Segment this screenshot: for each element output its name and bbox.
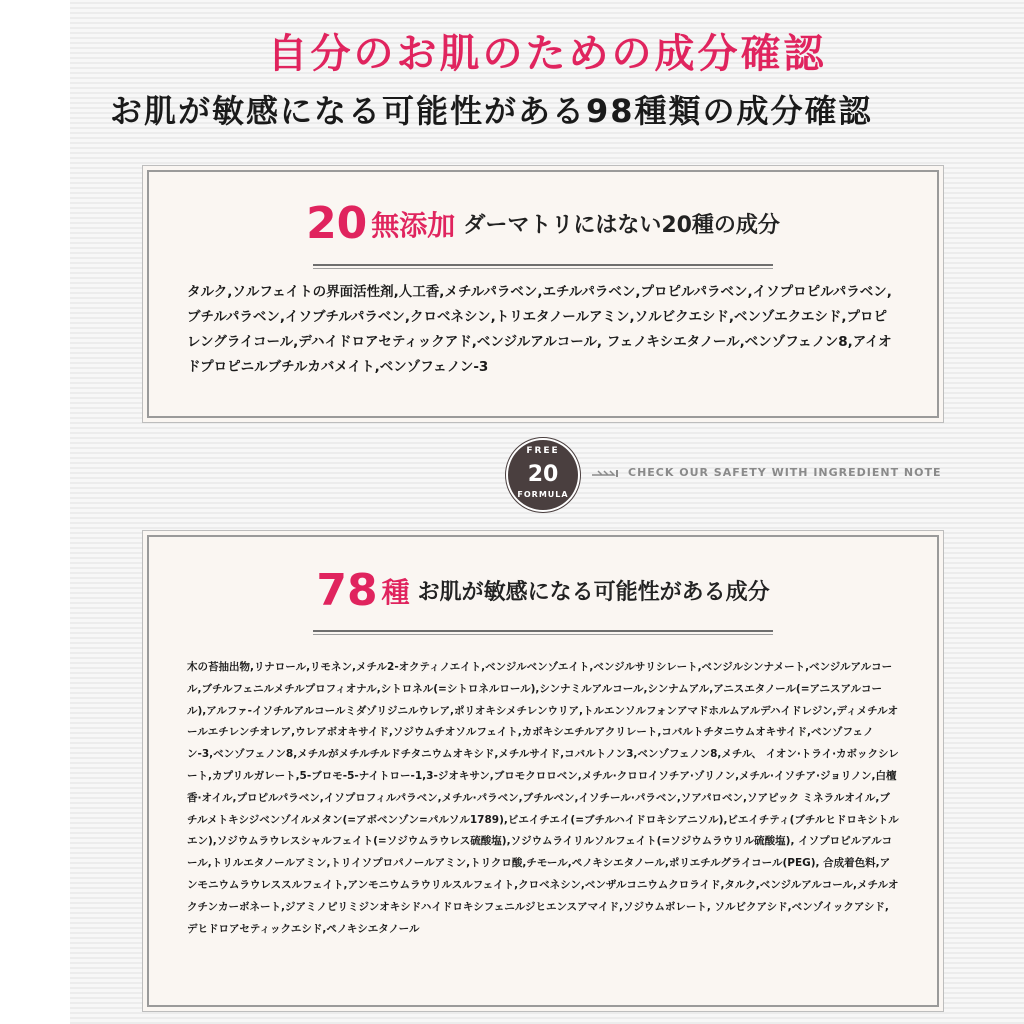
- badge-top-text: FREE: [526, 446, 560, 456]
- free-label: 無添加: [371, 208, 456, 242]
- badge-number: 20: [527, 462, 559, 487]
- sensitive-ingredients-card: [147, 535, 939, 1007]
- free-caption: ダーマトリにはない20種の成分: [463, 213, 780, 238]
- free-ingredients-card: [147, 170, 939, 418]
- sensitive-ingredients-list: 木の苔抽出物,リナロール,リモネン,メチル2-オクティノエイト,ベンジルベンゾエイト,ベンジルサリシレート,ベンジルシンナメート,ベンジルアルコール,ブチルフェニルメチルプロフィオナル,シトロネル(=シトロネルロール),シンナミルアルコール,シンナムアル,アニスエタノール(=アニスアルコール),アルファ-イソチルアルコールミダゾリジニルウレア,ポリオキシメチレンウリア,トルエンソルフォンアマドホルムアルデハイドレジン,ディメチルオールエチレンチオレア,ウレアボオキサイド,ソジウムチオソルフェイト,カボキシエチルアクリレート,コバルトチタニウムオキサイド,ベンゾフェノン-3,ベンゾフェノン8,メチルがメチルチルドチタニウムオキシド,メチルサイド,コバルトノン3,ベンゾフェノン8,メチル、 イオン·トライ·カボックシレート,カプリルガレート,5-ブロモ-5-ナイトロー-1,3-ジオキサン,ブロモクロロベン,メチル·クロロイソチア·ゾリノン,メチル·イソチア·ジョリノン,白檀香·オイル,プロピルパラベン,イソプロフィルパラベン,メチル·パラベン,ブチルベン,イソチール·パラベン,ソアパロベン,ソアピック ミネラルオイル,ブチルメトキシジベンゾイルメタン(=アボベンゾン=パルソル1789),ビエイチエイ(=ブチルハイドロキシアニソル),ビエイチティ(ブチルヒドロキシトルエン),ソジウムラウレスシャルフェイト(=ソジウムラウレス硫酸塩),ソジウムライリルソルフェイト(=ソジウムラウリル硫酸塩), イソプロピルアルコール,トリルエタノールアミン,トリイソプロパノールアミン,トリクロ酸,チモール,ペノキシエタノール,ポリエチルグライコール(PEG), 合成着色料,アンモニウムラウレススルフェイト,アンモニウムラウリルスルフェイト,クロベネシン,ベンザルコニウムクロライド,タルク,ベンジルアルコール,メチルオクチンカーボネート,ジアミノピリミジンオキシドハイドロキシフェニルジヒエンスアマイド,ソジウムボレート, ソルビクアシド,ベンゾイックアシド,デヒドロアセティックエシド,ペノキシエタノール: [187, 661, 899, 935]
- free-ingredients-heading: [149, 198, 937, 249]
- badge-bottom-text: FORMULA: [517, 490, 569, 499]
- heading-divider: [313, 630, 773, 635]
- safety-note-text: CHECK OUR SAFETY WITH INGREDIENT NOTE: [628, 466, 942, 479]
- arrow-icon: [592, 468, 622, 478]
- sensitive-label: 種: [381, 575, 410, 609]
- sensitive-count: 78: [316, 565, 378, 616]
- page-subtitle: お肌が敏感になる可能性がある98種類の成分確認: [110, 92, 873, 130]
- free-ingredients-list: タルク,ソルフェイトの界面活性剤,人工香,メチルパラベン,エチルパラベン,プロピルパラベン,イソプロピルパラベン,ブチルパラベン,イソブチルパラベン,クロベネシン,トリエタノールアミン,ソルビクエシド,ベンゾエクエシド,プロピレングライコール,デハイドロアセティックアド,ベンジルアルコール, フェノキシエタノール,ベンゾフェノン8,アイオドプロピニルブチルカバメイト,ベンゾフェノン-3: [187, 284, 892, 375]
- free-count: 20: [306, 198, 368, 249]
- sensitive-ingredients-heading: [149, 565, 937, 616]
- free-formula-badge: [508, 440, 578, 510]
- page-title: 自分のお肌のための成分確認: [267, 31, 827, 77]
- heading-divider: [313, 264, 773, 269]
- sensitive-caption: お肌が敏感になる可能性がある成分: [417, 580, 770, 605]
